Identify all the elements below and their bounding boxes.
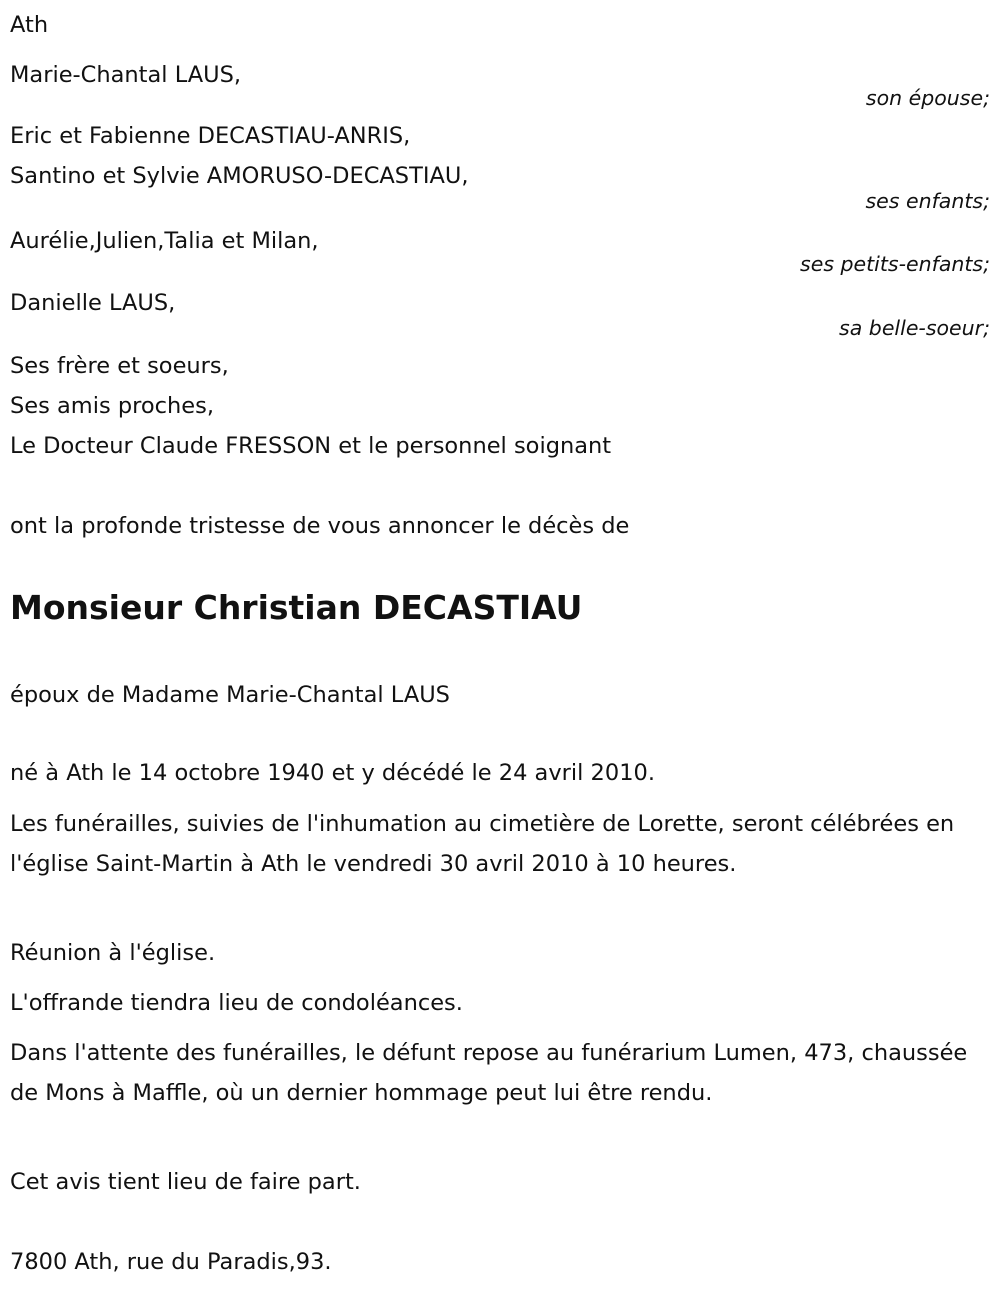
family-name: Marie-Chantal LAUS, [10, 62, 242, 88]
other-mourners: Ses frère et soeurs, [10, 353, 229, 379]
resting-place: Dans l'attente des funérailles, le défunt repose au funérarium Lumen, 473, chaussée de Mons à Maffle, où un dernier hommage peut lui être rendu. [10, 1040, 968, 1106]
spouse-of: époux de Madame Marie-Chantal LAUS [10, 682, 450, 708]
family-relation: ses petits-enfants; [800, 252, 990, 276]
birth-death: né à Ath le 14 octobre 1940 et y décédé le 24 avril 2010. [10, 760, 655, 786]
funeral-details: Les funérailles, suivies de l'inhumation au cimetière de Lorette, seront célébrées en l'église Saint-Martin à Ath le vendredi 30 avril 2010 à 10 heures. [10, 811, 955, 877]
family-name: Danielle LAUS, [10, 290, 176, 316]
family-name: Aurélie,Julien,Talia et Milan, [10, 228, 319, 254]
deceased-name: Monsieur Christian DECASTIAU [10, 588, 583, 627]
announcement: ont la profonde tristesse de vous annoncer le décès de [10, 513, 630, 539]
address: 7800 Ath, rue du Paradis,93. [10, 1249, 332, 1275]
family-name: Eric et Fabienne DECASTIAU-ANRIS, [10, 123, 411, 149]
offering-note: L'offrande tiendra lieu de condoléances. [10, 990, 463, 1016]
family-relation: son épouse; [865, 86, 990, 110]
city: Ath [10, 12, 49, 38]
other-mourners: Le Docteur Claude FRESSON et le personnel soignant [10, 433, 612, 459]
other-mourners: Ses amis proches, [10, 393, 214, 419]
family-relation: ses enfants; [865, 189, 990, 213]
meeting-place: Réunion à l'église. [10, 940, 216, 966]
family-relation: sa belle-soeur; [839, 316, 990, 340]
family-name: Santino et Sylvie AMORUSO-DECASTIAU, [10, 163, 469, 189]
notice-note: Cet avis tient lieu de faire part. [10, 1169, 361, 1195]
